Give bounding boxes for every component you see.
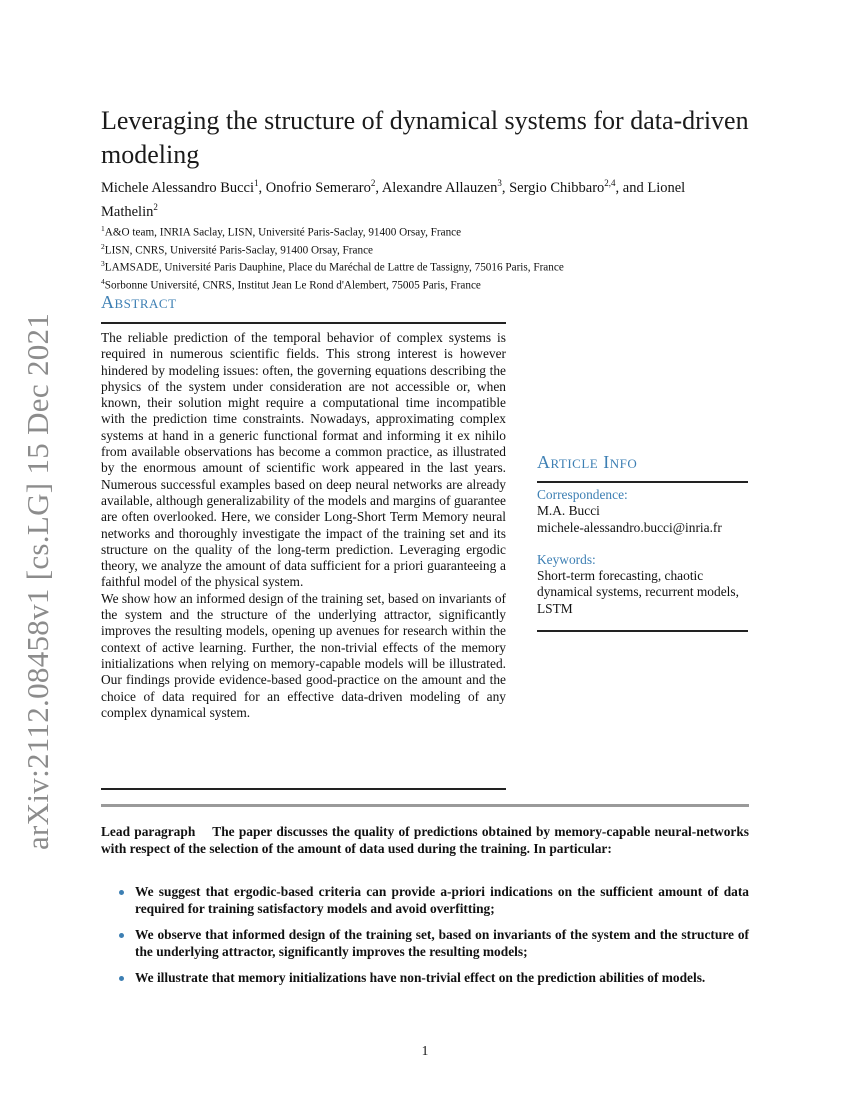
highlight-list (101, 884, 749, 997)
lead-text: The paper discusses the quality of predictions obtained by memory-capable neural-networks with respect of the selection of the amount of data used during the training. In particular: (101, 824, 750, 856)
article-info-bottom-rule (537, 630, 748, 632)
abstract-top-rule (101, 322, 506, 324)
lead-paragraph (101, 824, 749, 857)
abstract-paragraph: The reliable prediction of the temporal behavior of complex systems is required in numerous scientific fields. This strong interest is however hindered by modeling issues: often, the governing equations describing the physics of the system under consideration are not accessible or, when known, their solution might require a computational time incompatible with the prediction time constraints. Nowadays, approximating complex systems at hand in a generic functional format and informing it ex nihilo from available observations has become a common practice, as illustrated by the enormous amount of scientific work appeared in the last years. Numerous successful examples based on deep neural networks are already available, although generalizability of the models and margins of guarantee are often overlooked. Here, we consider Long-Short Term Memory neural networks and thoroughly investigate the impact of the training set and its structure on the quality of the long-term prediction. Leveraging ergodic theory, we analyze the amount of data sufficient for a priori guaranteeing a faithful model of the physical system. (101, 330, 506, 590)
correspondence-name: M.A. Bucci (537, 503, 600, 519)
article-info-heading: Article Info (537, 452, 638, 472)
abstract-bottom-rule (101, 788, 506, 790)
author: Lionel Mathelin$^2$ (101, 179, 686, 220)
affiliation: $^4$Sorbonne Université, CNRS, Institut Jean Le Rond d'Alembert, 75005 Paris, France (101, 277, 481, 292)
list-item: We observe that informed design of the training set, based on invariants of the system and the structure of the underlying attractor, significantly improves the resulting models; (101, 927, 749, 960)
page-number: 1 (421, 1043, 429, 1058)
arxiv-identifier: arXiv:2112.08458v1 [cs.LG] 15 Dec 2021 (20, 312, 55, 850)
abstract-paragraph: We show how an informed design of the training set, based on invariants of the system and the structure of the underlying attractor, significantly improves the resulting models, opening up avenues for research within the context of active learning. Further, the non-trivial effects of the memory initializations when relying on memory-capable models will be illustrated. Our findings provide evidence-based good-practice on the amount and the choice of data required for an effective data-driven modeling of any complex dynamical system. (101, 590, 506, 720)
list-item: We suggest that ergodic-based criteria can provide a-priori indications on the sufficient amount of data required for training satisfactory models and avoid overfitting; (101, 884, 749, 917)
paper-title: Leveraging the structure of dynamical systems for data-driven modeling (101, 106, 749, 169)
correspondence-label: Correspondence: (537, 487, 628, 502)
bullet-icon (119, 890, 124, 895)
keywords-text: Short-term forecasting, chaotic dynamical systems, recurrent models, LSTM (537, 568, 739, 616)
section-separator (101, 804, 749, 807)
affiliation-list (101, 222, 701, 293)
affiliation: $^3$LAMSADE, Université Paris Dauphine, Place du Maréchal de Lattre de Tassigny, 75016 Paris, France (101, 259, 564, 275)
bullet-icon (119, 976, 124, 981)
article-info-top-rule (537, 481, 748, 483)
bullet-icon (119, 933, 124, 938)
keywords-label: Keywords: (537, 551, 596, 567)
author: Sergio Chibbaro$^{2,4}$, and (509, 178, 648, 196)
lead-label: Lead paragraph (101, 824, 196, 839)
author: Onofrio Semeraro$^2$, (265, 178, 382, 196)
author-list (101, 174, 741, 222)
affiliation: $^1$A&O team, INRIA Saclay, LISN, Université Paris-Saclay, 91400 Orsay, France (101, 224, 462, 239)
article-info-box (537, 487, 752, 617)
list-item: We illustrate that memory initializations have non-trivial effect on the prediction abilities of models. (101, 970, 749, 987)
correspondence-email[interactable]: michele-alessandro.bucci@inria.fr (537, 519, 722, 535)
abstract-body (101, 330, 506, 721)
author: Michele Alessandro Bucci$^1$, (101, 178, 266, 196)
affiliation: $^2$LISN, CNRS, Université Paris-Saclay, 91400 Orsay, France (101, 241, 373, 257)
abstract-heading: Abstract (101, 292, 177, 312)
author: Alexandre Allauzen$^3$, (381, 178, 510, 196)
